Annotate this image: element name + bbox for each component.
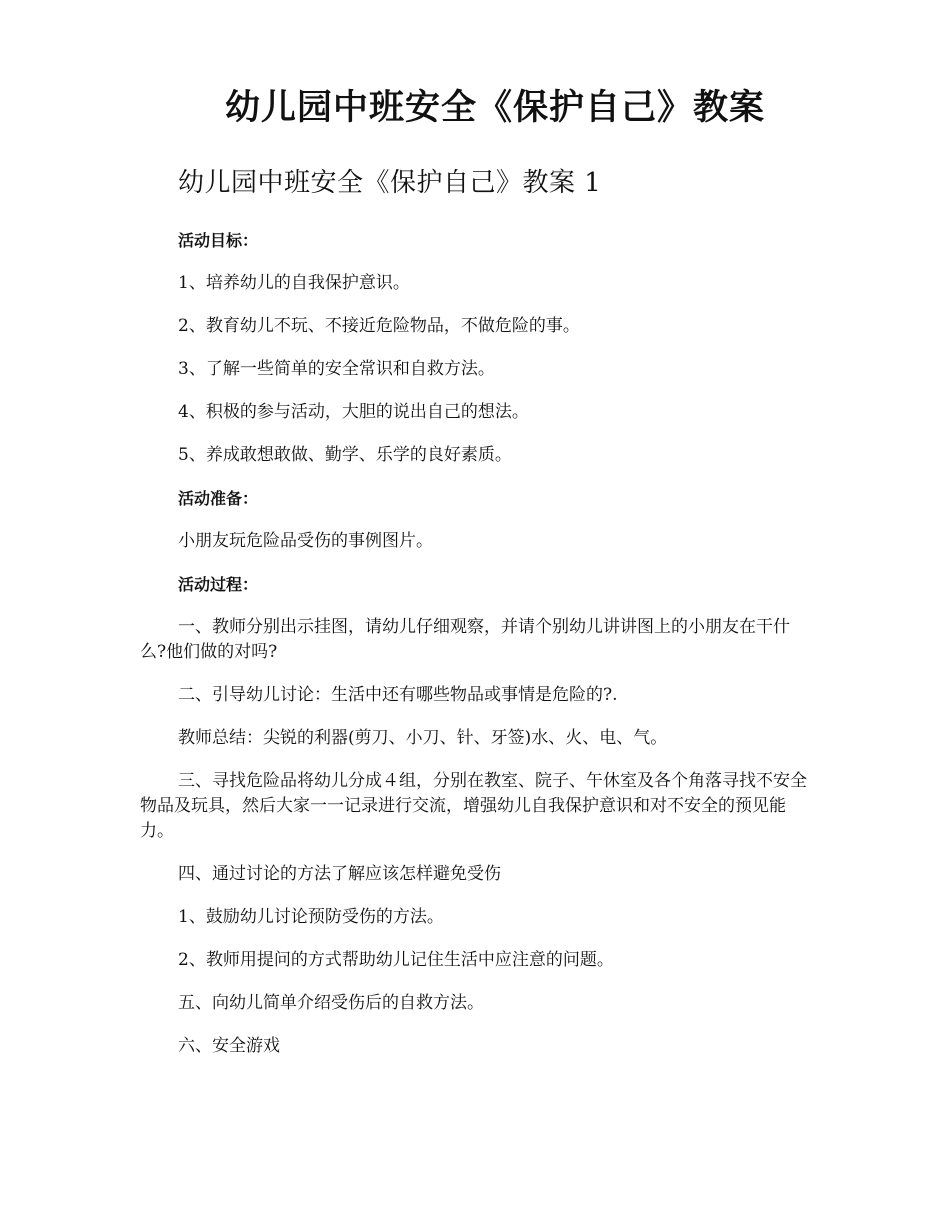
section-heading: 活动目标：: [178, 231, 259, 250]
paragraph: 2、教师用提问的方式帮助幼儿记住生活中应注意的问题。: [178, 950, 614, 970]
paragraph: 三、寻找危险品将幼儿分成４组，分别在教室、院子、午休室及各个角落寻找不安全物品及玩具，然后大家一一记录进行交流，增强幼儿自我保护意识和对不安全的预见能力。: [140, 771, 807, 841]
paragraph: 5、养成敢想敢做、勤学、乐学的良好素质。: [178, 445, 512, 465]
paragraph: 教师总结：尖锐的利器(剪刀、小刀、针、牙签)水、火、电、气。: [178, 728, 668, 748]
document-title: 幼儿园中班安全《保护自己》教案: [224, 88, 765, 128]
section-heading: 活动过程：: [178, 575, 259, 594]
paragraph: 四、通过讨论的方法了解应该怎样避免受伤: [178, 864, 501, 884]
paragraph: 六、安全游戏: [178, 1036, 280, 1056]
section-title: 幼儿园中班安全《保护自己》教案 1: [178, 168, 602, 198]
paragraph: 1、培养幼儿的自我保护意识。: [178, 273, 410, 293]
paragraph: 4、积极的参与活动，大胆的说出自己的想法。: [178, 402, 529, 422]
paragraph: 五、向幼儿简单介绍受伤后的自救方法。: [178, 993, 484, 1013]
document-body: [140, 228, 816, 1077]
section-heading: 活动准备：: [178, 489, 259, 508]
paragraph: 3、了解一些简单的安全常识和自救方法。: [178, 359, 495, 379]
paragraph: 一、教师分别出示挂图，请幼儿仔细观察，并请个别幼儿讲讲图上的小朋友在干什么?他们做的对吗?: [140, 617, 790, 662]
paragraph: 1、鼓励幼儿讨论预防受伤的方法。: [178, 907, 444, 927]
paragraph: 小朋友玩危险品受伤的事例图片。: [178, 531, 433, 551]
paragraph: 2、教育幼儿不玩、不接近危险物品，不做危险的事。: [178, 316, 580, 336]
paragraph: 二、引导幼儿讨论：生活中还有哪些物品或事情是危险的?.: [178, 685, 618, 705]
